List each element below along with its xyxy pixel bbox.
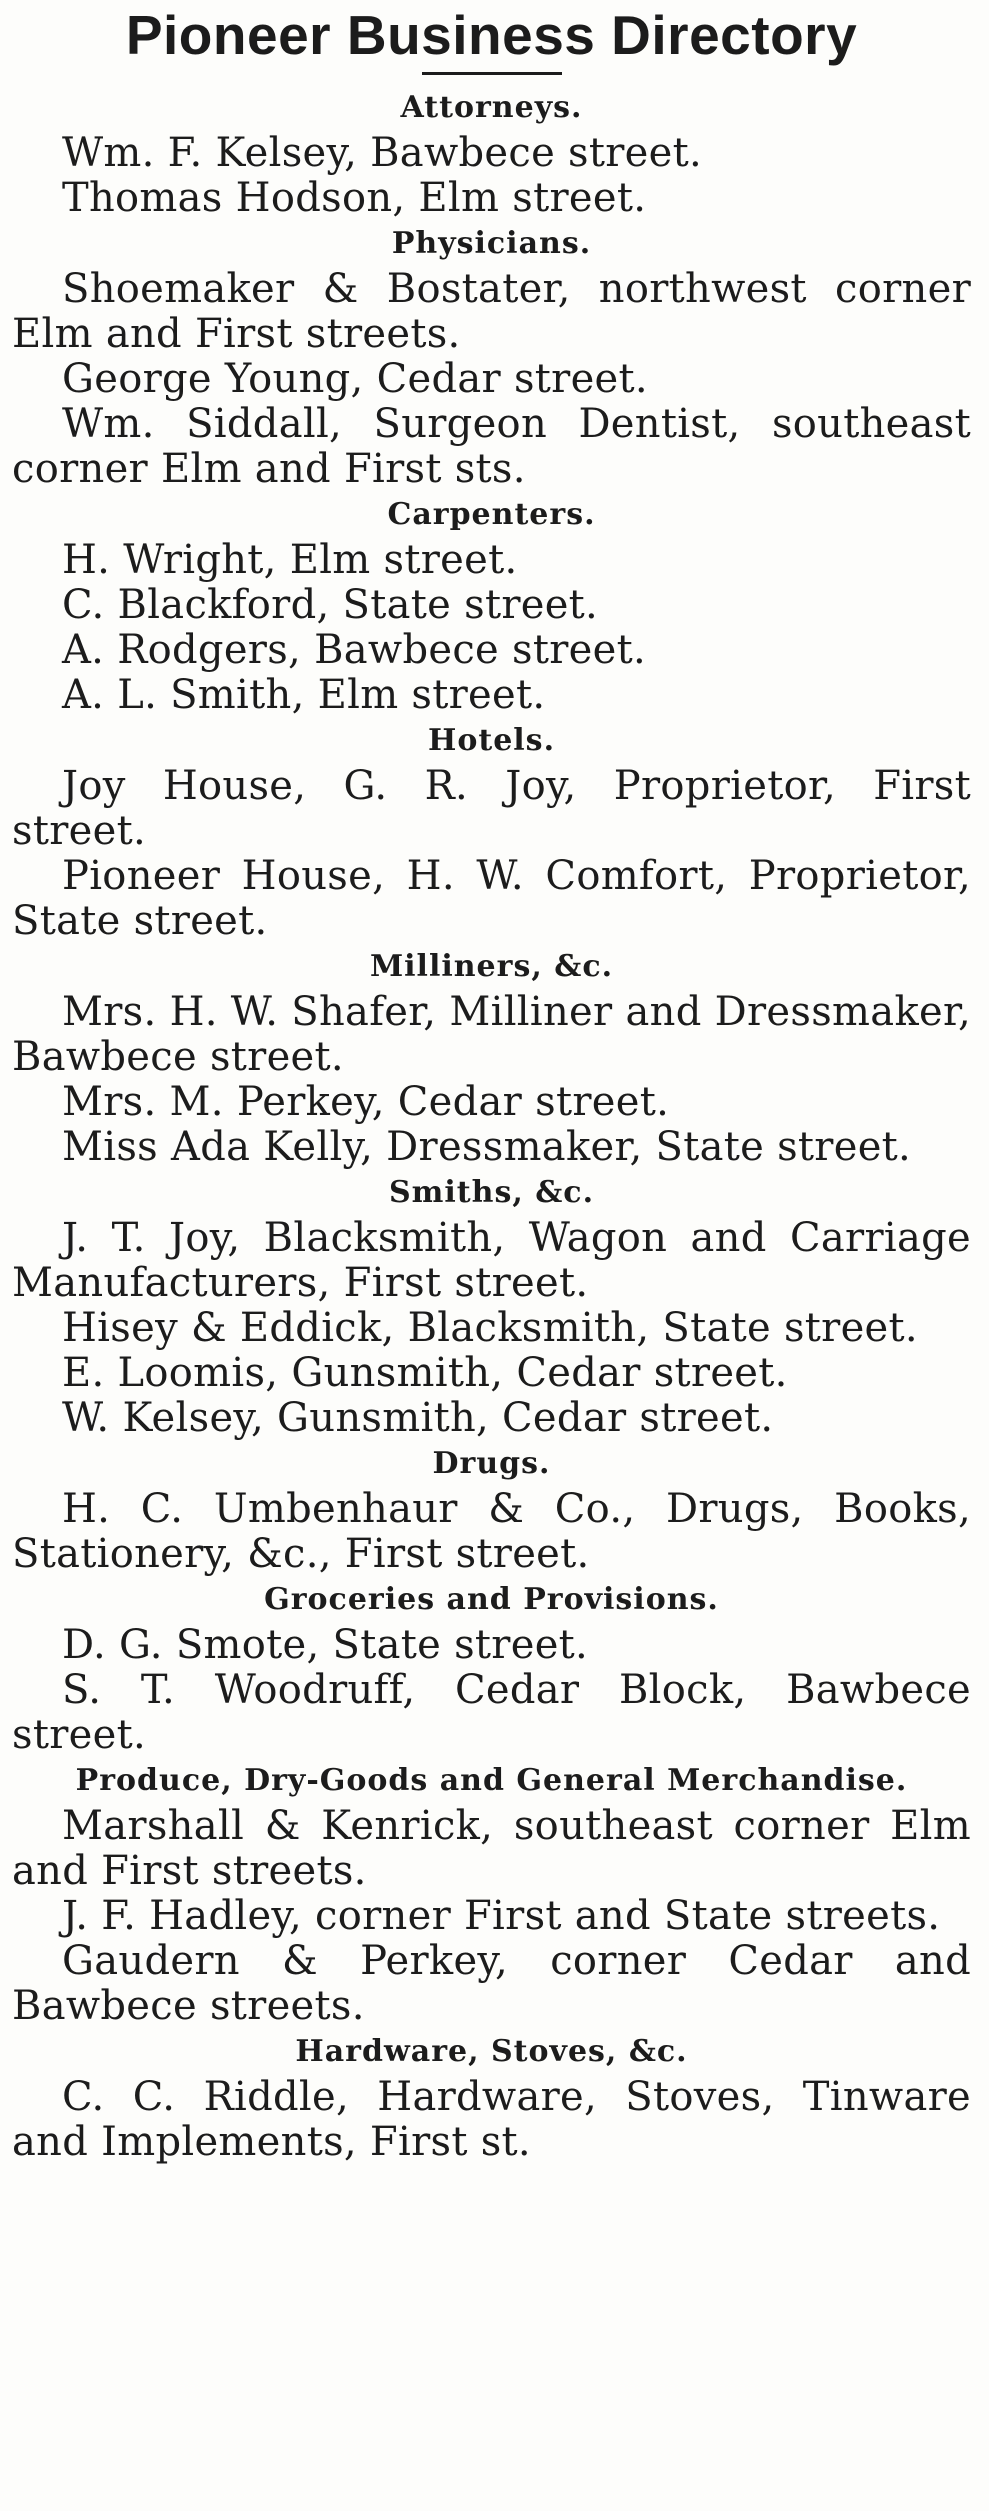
directory-entry: George Young, Cedar street. [62, 356, 648, 402]
section-heading: Drugs. [432, 1446, 551, 1481]
directory-sections [12, 85, 971, 2165]
directory-entry: C. Blackford, State street. [62, 582, 599, 628]
directory-section [12, 1170, 971, 1441]
directory-section [12, 1441, 971, 1577]
directory-section [12, 1758, 971, 2029]
directory-entry: Mrs. H. W. Shafer, Milliner and Dressmaker, Bawbece street. [12, 989, 971, 1080]
section-heading: Attorneys. [400, 90, 583, 125]
directory-entry: Miss Ada Kelly, Dressmaker, State street. [62, 1124, 912, 1170]
directory-entry: H. C. Umbenhaur & Co., Drugs, Books, Stationery, &c., First street. [12, 1486, 971, 1577]
page-title: Pioneer Business Directory [125, 4, 858, 66]
directory-entry: J. F. Hadley, corner First and State streets. [62, 1893, 941, 1939]
directory-entry: Hisey & Eddick, Blacksmith, State street. [62, 1305, 918, 1351]
directory-section [12, 1577, 971, 1758]
directory-entry: Thomas Hodson, Elm street. [62, 175, 647, 221]
directory-entry: A. Rodgers, Bawbece street. [62, 627, 646, 673]
directory-entry: Wm. Siddall, Surgeon Dentist, southeast corner Elm and First sts. [12, 401, 971, 492]
section-heading: Hardware, Stoves, &c. [295, 2034, 688, 2069]
directory-entry: Shoemaker & Bostater, northwest corner Elm and First streets. [12, 266, 971, 357]
directory-entry: W. Kelsey, Gunsmith, Cedar street. [62, 1395, 774, 1441]
directory-section [12, 944, 971, 1170]
section-heading: Produce, Dry-Goods and General Merchandise. [75, 1763, 908, 1798]
directory-entry: Pioneer House, H. W. Comfort, Proprietor, State street. [12, 853, 971, 944]
directory-entry: D. G. Smote, State street. [62, 1622, 589, 1668]
section-heading: Milliners, &c. [369, 949, 614, 984]
directory-entry: H. Wright, Elm street. [62, 537, 518, 583]
directory-section [12, 2029, 971, 2165]
title-rule [422, 72, 562, 75]
directory-entry: S. T. Woodruff, Cedar Block, Bawbece street. [12, 1667, 971, 1758]
directory-entry: Gaudern & Perkey, corner Cedar and Bawbece streets. [12, 1938, 971, 2029]
directory-entry: J. T. Joy, Blacksmith, Wagon and Carriage Manufacturers, First street. [12, 1215, 971, 1306]
directory-section [12, 492, 971, 718]
directory-section [12, 221, 971, 492]
directory-entry: Joy House, G. R. Joy, Proprietor, First street. [12, 763, 971, 854]
directory-entry: Marshall & Kenrick, southeast corner Elm and First streets. [12, 1803, 971, 1894]
directory-section [12, 85, 971, 221]
directory-entry: Mrs. M. Perkey, Cedar street. [62, 1079, 670, 1125]
section-heading: Physicians. [391, 226, 592, 261]
directory-entry: A. L. Smith, Elm street. [62, 672, 546, 718]
section-heading: Carpenters. [387, 497, 596, 532]
section-heading: Groceries and Provisions. [264, 1582, 719, 1617]
directory-section [12, 718, 971, 944]
section-heading: Hotels. [427, 723, 556, 758]
directory-entry: C. C. Riddle, Hardware, Stoves, Tinware and Implements, First st. [12, 2074, 971, 2165]
directory-entry: Wm. F. Kelsey, Bawbece street. [62, 130, 703, 176]
directory-entry: E. Loomis, Gunsmith, Cedar street. [62, 1350, 788, 1396]
section-heading: Smiths, &c. [388, 1175, 595, 1210]
